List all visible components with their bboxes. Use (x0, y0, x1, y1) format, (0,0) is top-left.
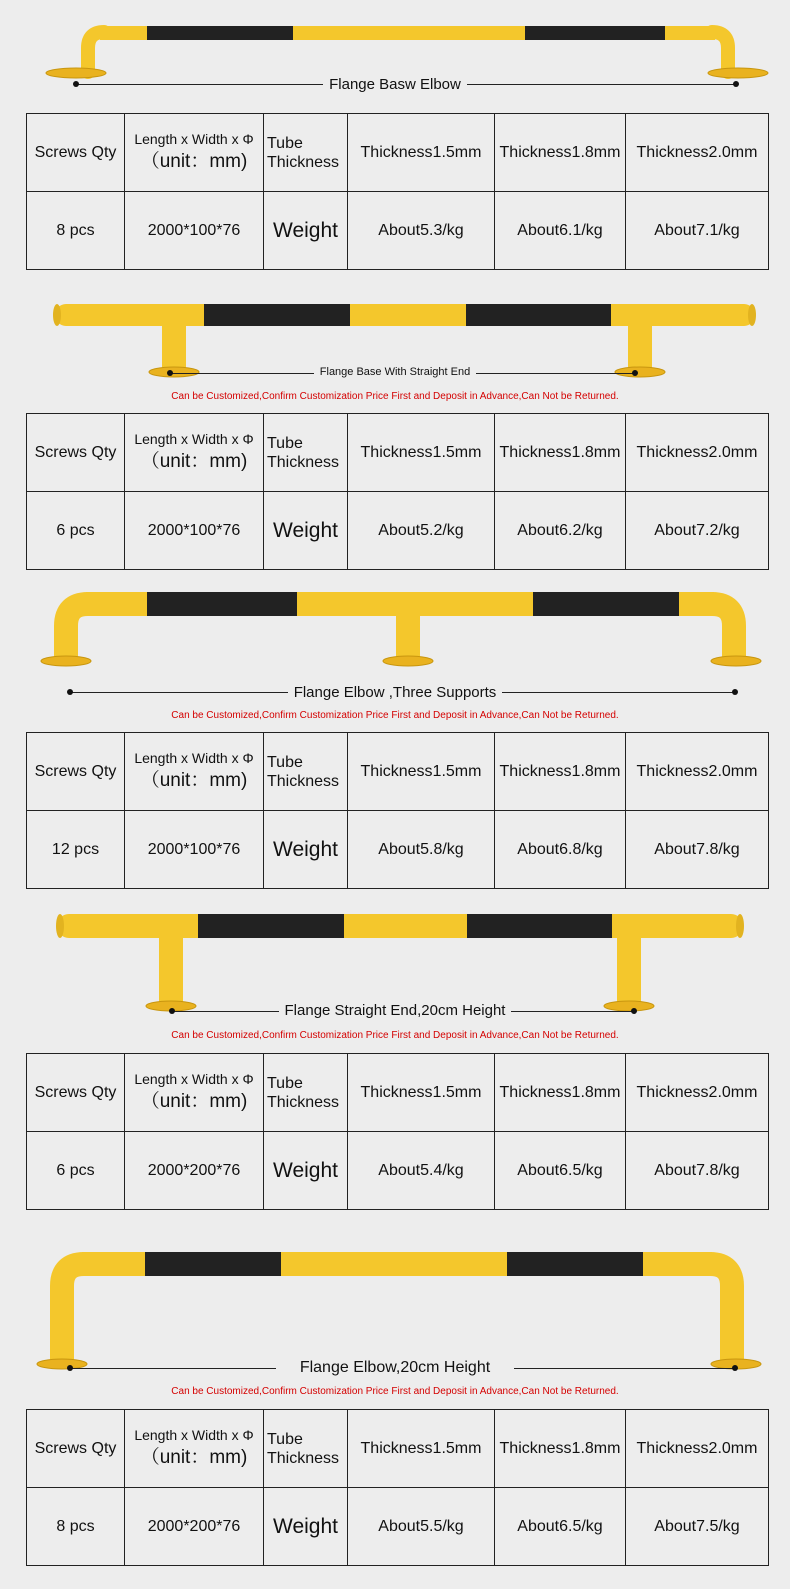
screws-qty-value: 6 pcs (27, 492, 125, 570)
table-row (27, 1132, 769, 1210)
table-row (27, 492, 769, 570)
weight-value-1-8: About6.8/kg (495, 811, 626, 889)
table-row (27, 1054, 769, 1132)
weight-label: Weight (264, 192, 348, 270)
dimension-header: Length x Width x Φ （unit：mm) (125, 114, 264, 192)
thickness-2-0-header: Thickness2.0mm (626, 733, 769, 811)
thickness-1-5-header: Thickness1.5mm (348, 733, 495, 811)
weight-value-1-5: About5.4/kg (348, 1132, 495, 1210)
screws-qty-header: Screws Qty (27, 414, 125, 492)
product-caption: Flange Basw Elbow (0, 76, 790, 93)
table-row (27, 1410, 769, 1488)
weight-label: Weight (264, 1132, 348, 1210)
thickness-2-0-header: Thickness2.0mm (626, 114, 769, 192)
product-caption: Flange Elbow,20cm Height (0, 1359, 790, 1377)
tube-thickness-header: Tube Thickness (264, 114, 348, 192)
table-row (27, 1488, 769, 1566)
size-value: 2000*100*76 (125, 811, 264, 889)
dimension-header: Length x Width x Φ （unit：mm) (125, 1410, 264, 1488)
dimension-header: Length x Width x Φ （unit：mm) (125, 733, 264, 811)
tube-thickness-header: Tube Thickness (264, 1410, 348, 1488)
weight-value-1-8: About6.1/kg (495, 192, 626, 270)
customization-notice: Can be Customized,Confirm Customization Price First and Deposit in Advance,Can Not be Returned. (171, 1386, 619, 1397)
weight-value-2-0: About7.1/kg (626, 192, 769, 270)
thickness-1-5-header: Thickness1.5mm (348, 114, 495, 192)
guard-rail-three-supports-image (0, 588, 790, 670)
size-value: 2000*200*76 (125, 1132, 264, 1210)
weight-value-1-5: About5.8/kg (348, 811, 495, 889)
dimension-header: Length x Width x Φ （unit：mm) (125, 1054, 264, 1132)
table-row (27, 811, 769, 889)
guard-rail-20cm-elbow-image (0, 1250, 790, 1370)
table-row (27, 414, 769, 492)
thickness-2-0-header: Thickness2.0mm (626, 1410, 769, 1488)
spec-table (26, 732, 769, 889)
thickness-1-8-header: Thickness1.8mm (495, 1410, 626, 1488)
weight-value-2-0: About7.8/kg (626, 1132, 769, 1210)
customization-notice: Can be Customized,Confirm Customization Price First and Deposit in Advance,Can Not be Returned. (171, 1030, 619, 1041)
weight-label: Weight (264, 1488, 348, 1566)
size-value: 2000*200*76 (125, 1488, 264, 1566)
thickness-2-0-header: Thickness2.0mm (626, 1054, 769, 1132)
table-row (27, 114, 769, 192)
thickness-1-5-header: Thickness1.5mm (348, 414, 495, 492)
spec-table (26, 1053, 769, 1210)
weight-value-2-0: About7.2/kg (626, 492, 769, 570)
product-caption: Flange Straight End,20cm Height (0, 1002, 790, 1019)
tube-thickness-header: Tube Thickness (264, 1054, 348, 1132)
screws-qty-value: 12 pcs (27, 811, 125, 889)
spec-table (26, 1409, 769, 1566)
thickness-1-8-header: Thickness1.8mm (495, 414, 626, 492)
thickness-1-5-header: Thickness1.5mm (348, 1410, 495, 1488)
spec-table (26, 113, 769, 270)
table-row (27, 733, 769, 811)
thickness-1-5-header: Thickness1.5mm (348, 1054, 495, 1132)
weight-label: Weight (264, 811, 348, 889)
thickness-1-8-header: Thickness1.8mm (495, 733, 626, 811)
weight-value-1-8: About6.5/kg (495, 1488, 626, 1566)
size-value: 2000*100*76 (125, 192, 264, 270)
product-caption: Flange Elbow ,Three Supports (0, 684, 790, 701)
weight-value-1-5: About5.2/kg (348, 492, 495, 570)
weight-value-1-5: About5.5/kg (348, 1488, 495, 1566)
spec-table (26, 413, 769, 570)
dimension-header: Length x Width x Φ （unit：mm) (125, 414, 264, 492)
screws-qty-value: 8 pcs (27, 192, 125, 270)
screws-qty-value: 6 pcs (27, 1132, 125, 1210)
size-value: 2000*100*76 (125, 492, 264, 570)
weight-value-1-5: About5.3/kg (348, 192, 495, 270)
tube-thickness-header: Tube Thickness (264, 414, 348, 492)
screws-qty-header: Screws Qty (27, 1054, 125, 1132)
screws-qty-header: Screws Qty (27, 733, 125, 811)
screws-qty-header: Screws Qty (27, 1410, 125, 1488)
weight-value-1-8: About6.2/kg (495, 492, 626, 570)
screws-qty-header: Screws Qty (27, 114, 125, 192)
weight-value-2-0: About7.8/kg (626, 811, 769, 889)
tube-thickness-header: Tube Thickness (264, 733, 348, 811)
thickness-1-8-header: Thickness1.8mm (495, 1054, 626, 1132)
thickness-1-8-header: Thickness1.8mm (495, 114, 626, 192)
weight-value-2-0: About7.5/kg (626, 1488, 769, 1566)
screws-qty-value: 8 pcs (27, 1488, 125, 1566)
weight-label: Weight (264, 492, 348, 570)
weight-value-1-8: About6.5/kg (495, 1132, 626, 1210)
thickness-2-0-header: Thickness2.0mm (626, 414, 769, 492)
table-row (27, 192, 769, 270)
customization-notice: Can be Customized,Confirm Customization Price First and Deposit in Advance,Can Not be Returned. (171, 391, 619, 402)
customization-notice: Can be Customized,Confirm Customization Price First and Deposit in Advance,Can Not be Returned. (171, 710, 619, 721)
product-caption: Flange Base With Straight End (0, 366, 790, 378)
guard-rail-elbow-image (0, 20, 790, 80)
